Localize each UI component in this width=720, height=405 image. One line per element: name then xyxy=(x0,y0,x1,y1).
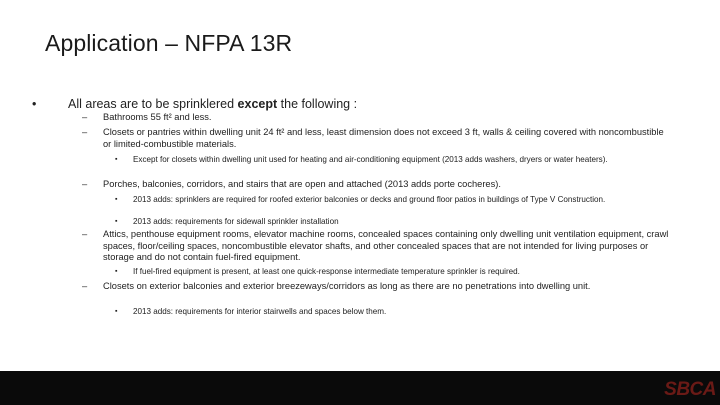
sub-item-text: Except for closets within dwelling unit used for heating and air-conditioning equipment (2013 adds washers, dryers or water heaters). xyxy=(133,155,608,164)
sub-bullet-marker: ▪ xyxy=(115,268,118,275)
sub-bullet-marker: ▪ xyxy=(115,156,118,163)
sub-item-attics-fuel xyxy=(115,267,673,277)
sub-item-porches-sidewall xyxy=(115,217,673,227)
list-item-text: Bathrooms 55 ft² and less. xyxy=(103,112,212,122)
sub-item-text: 2013 adds: requirements for interior stairwells and spaces below them. xyxy=(133,307,387,316)
dash-marker: – xyxy=(82,281,88,291)
sub-bullet-marker: ▪ xyxy=(115,218,118,225)
list-item-bathrooms xyxy=(82,112,673,124)
sub-item-text: 2013 adds: requirements for sidewall sprinkler installation xyxy=(133,217,339,226)
sub-item-stairwells xyxy=(115,307,673,317)
sub-item-closets-exception xyxy=(115,155,673,165)
sbca-logo: SBCA xyxy=(664,379,716,400)
sub-bullet-marker: ▪ xyxy=(115,308,118,315)
sub-item-text: 2013 adds: sprinklers are required for roofed exterior balconies or decks and ground floor patios in buildings of Type V Construction. xyxy=(133,195,606,204)
list-item-exterior-closets xyxy=(82,281,673,293)
sub-item-text: If fuel-fired equipment is present, at least one quick-response intermediate temperature sprinkler is required. xyxy=(133,267,520,276)
list-item-porches xyxy=(82,179,673,191)
list-item-attics xyxy=(82,229,673,264)
intro-text-after: the following : xyxy=(280,97,358,111)
intro-text: All areas are to be sprinklered xyxy=(68,97,235,111)
footer-bar xyxy=(0,371,720,405)
list-item-closets xyxy=(82,127,673,150)
list-item-text: Closets on exterior balconies and exterior breezeways/corridors as long as there are no penetrations into dwelling unit. xyxy=(103,281,591,291)
dash-marker: – xyxy=(82,127,88,137)
slide-title: Application – NFPA 13R xyxy=(45,30,293,56)
bullet-marker: • xyxy=(32,97,37,111)
dash-marker: – xyxy=(82,112,88,122)
list-item-text: Closets or pantries within dwelling unit 24 ft² and less, least dimension does not exceed 3 ft, walls & ceiling covered with noncombustible or limited-combustible materials. xyxy=(103,127,664,149)
intro-emphasis: except xyxy=(237,97,278,111)
main-bullet xyxy=(32,97,688,112)
dash-marker: – xyxy=(82,179,88,189)
sub-item-porches-balconies xyxy=(115,195,673,205)
list-item-text: Attics, penthouse equipment rooms, elevator machine rooms, concealed spaces containing only dwelling unit ventilation equipment, crawl spaces, floor/ceiling spaces, noncombustible elevator shafts, and other concealed spaces that are not intended for living purposes or storage and do not contain fuel-fired equipment. xyxy=(103,229,669,262)
dash-marker: – xyxy=(82,229,88,239)
list-item-text: Porches, balconies, corridors, and stairs that are open and attached (2013 adds porte cocheres). xyxy=(103,179,501,189)
sub-bullet-marker: ▪ xyxy=(115,196,118,203)
